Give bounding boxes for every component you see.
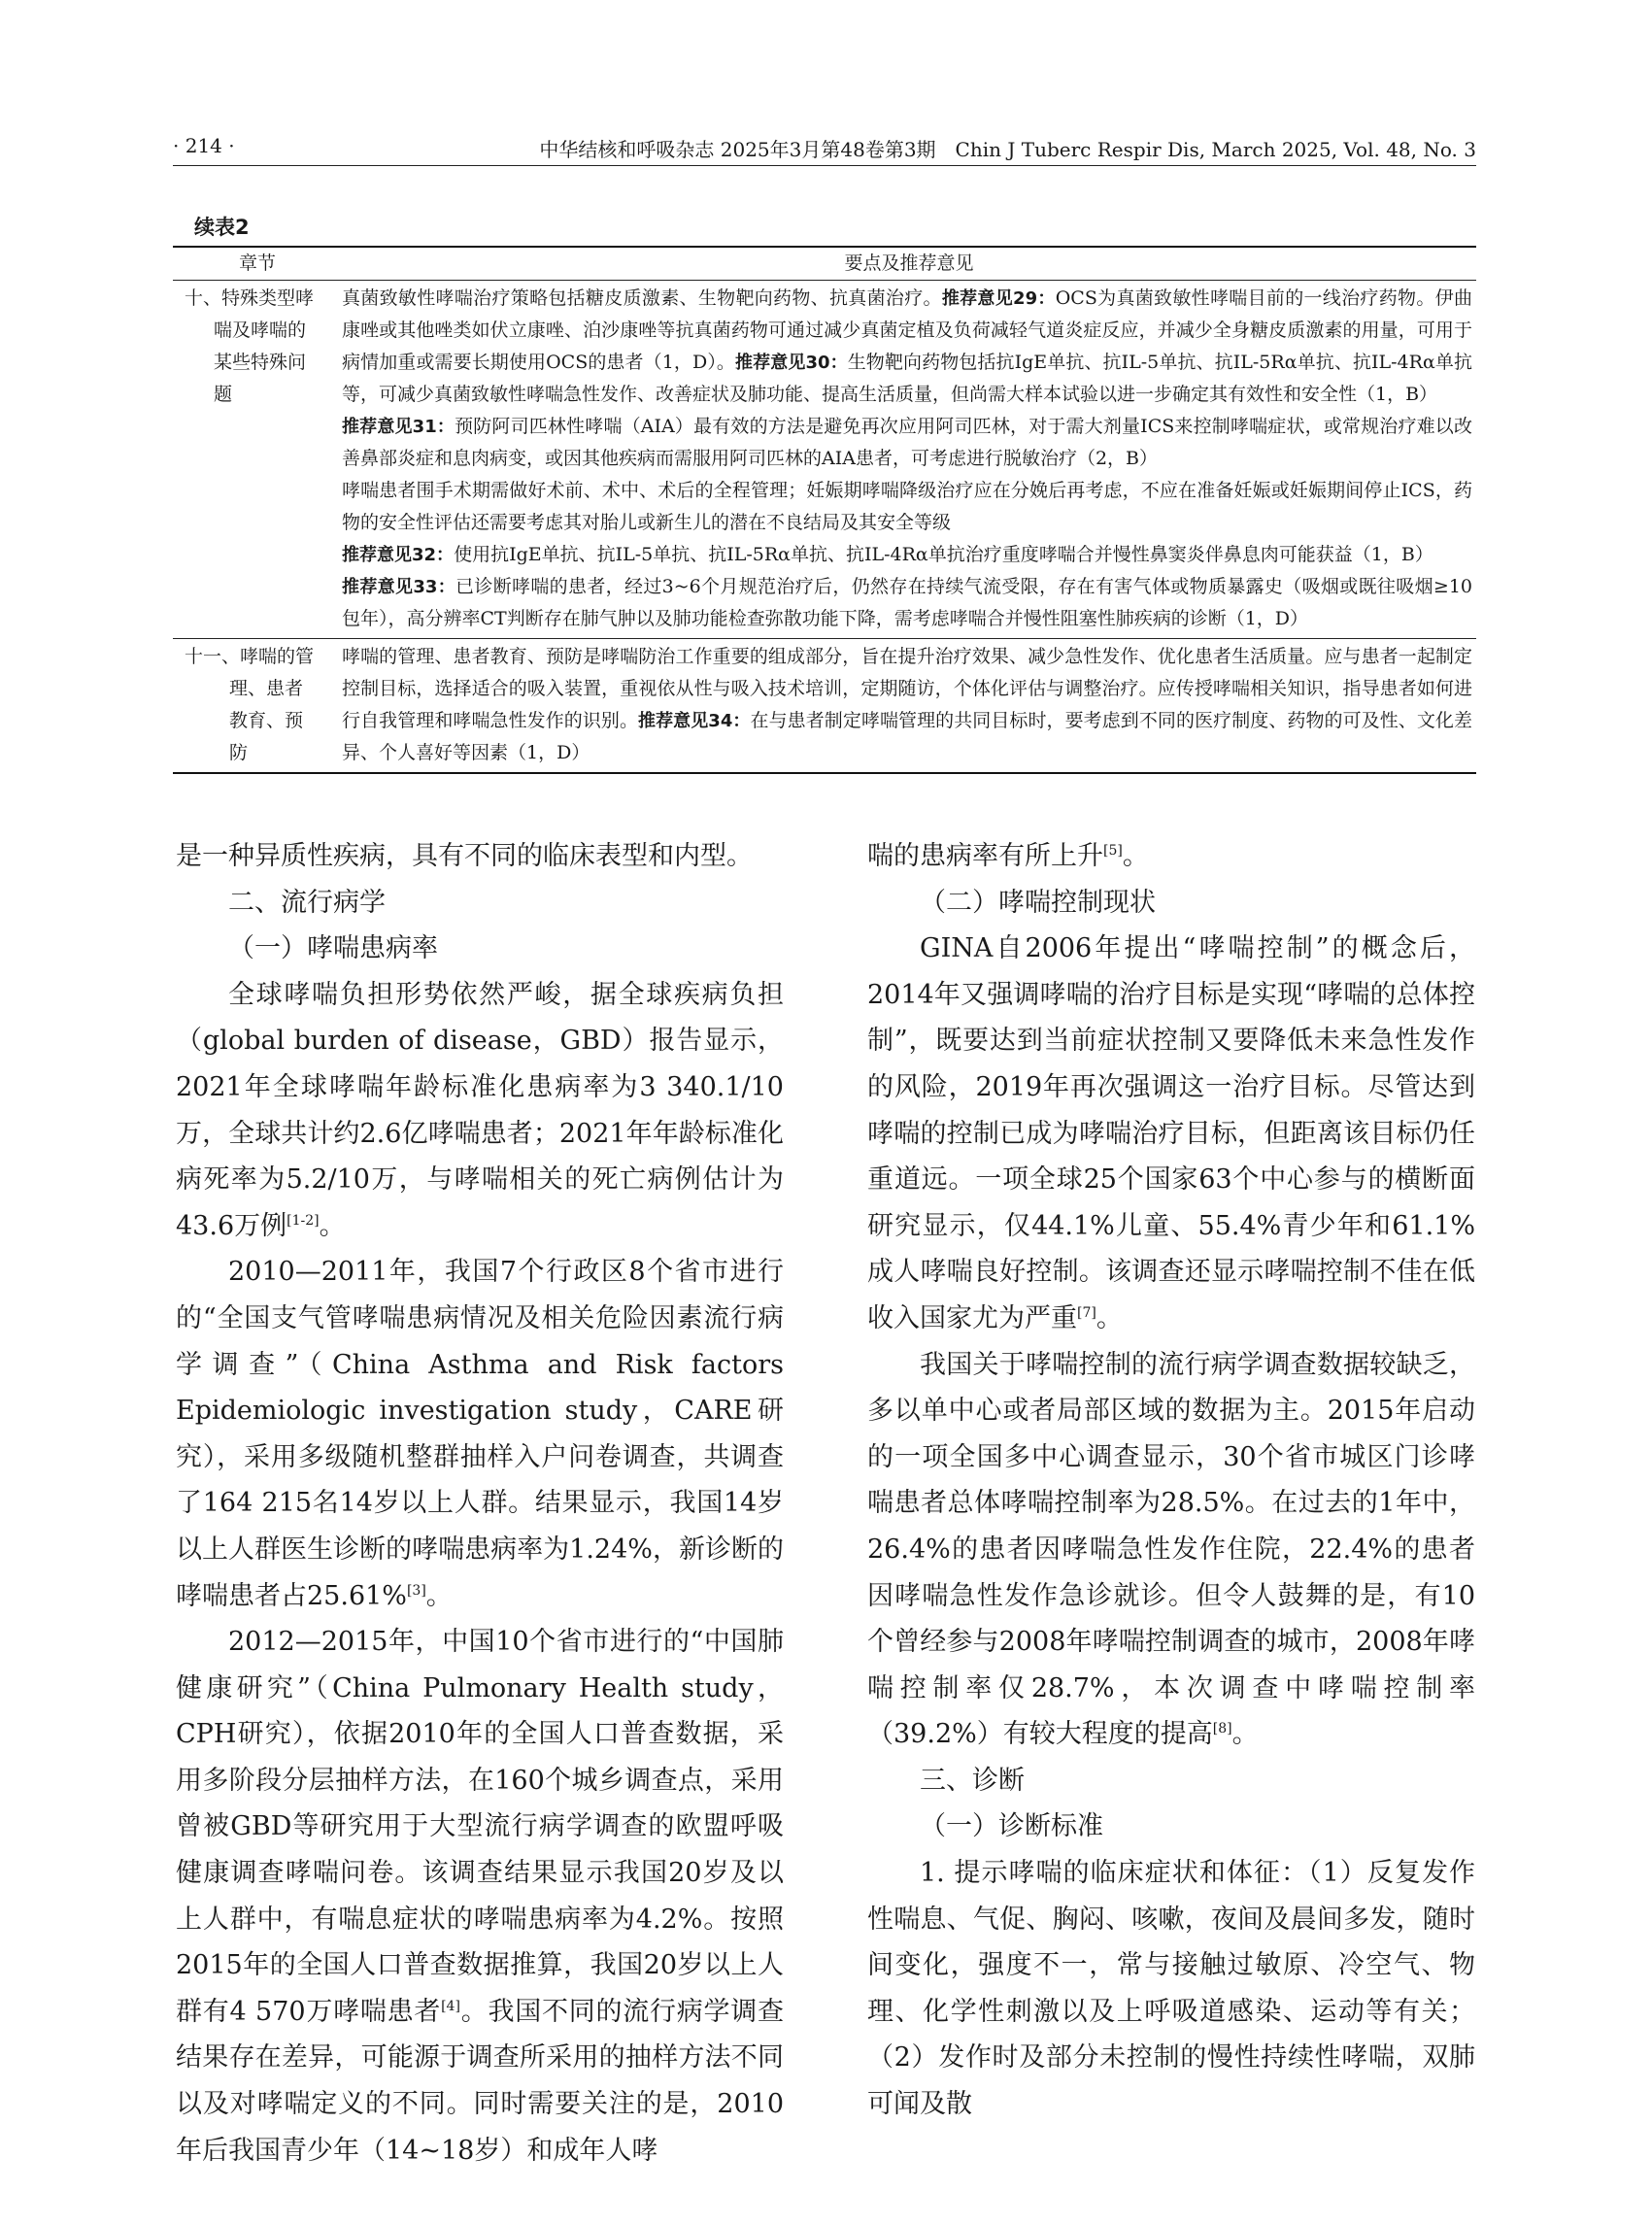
recommendation-cell	[342, 641, 1476, 769]
citation-ref: [7]	[1077, 1304, 1096, 1321]
running-header	[173, 134, 1476, 166]
recommendation-paragraph: 推荐意见31：预防阿司匹林性哮喘（AIA）最有效的方法是避免再次应用阿司匹林，对于需大剂量ICS来控制哮喘症状，或常规治疗难以改善鼻部炎症和息肉病变，或因其他疾病而需服用阿司匹林的AIA患者，可考虑进行脱敏治疗（2，B）	[342, 416, 1472, 469]
section-line: 某些特殊问	[214, 352, 307, 373]
table-header-row	[173, 248, 1476, 281]
section-line: 十、特殊类型哮	[185, 287, 315, 309]
body-paragraph: 我国关于哮喘控制的流行病学调查数据较缺乏，多以单中心或者局部区域的数据为主。2015年启动的一项全国多中心调查显示，30个省市城区门诊哮喘患者总体哮喘控制率为28.5%。在过去的1年中，26.4%的患者因哮喘急性发作住院，22.4%的患者因哮喘急性发作急诊就诊。但令人鼓舞的是，有10个曾经参与2008年哮喘控制调查的城市，2008年哮喘控制率仅28.7%，本次调查中哮喘控制率（39.2%）有较大程度的提高[8]。	[867, 1349, 1475, 1750]
subsection-heading: （二）哮喘控制现状	[920, 887, 1156, 918]
subsection-heading: （一）诊断标准	[920, 1811, 1103, 1842]
citation-ref: [3]	[406, 1582, 426, 1599]
section-cell	[173, 283, 342, 635]
recommendation-paragraph: 推荐意见33：已诊断哮喘的患者，经过3~6个月规范治疗后，仍然存在持续气流受限，存在有害气体或物质暴露史（吸烟或既往吸烟≥10包年），高分辨率CT判断存在肺气肿以及肺功能检查弥散功能下降，需考虑哮喘合并慢性阻塞性肺疾病的诊断（1，D）	[342, 576, 1472, 629]
body-paragraph: 2012—2015年，中国10个省市进行的“中国肺健康研究”（China Pulmonary Health study，CPH研究），依据2010年的全国人口普查数据，采用多阶段分层抽样方法，在160个城乡调查点，采用曾被GBD等研究用于大型流行病学调查的欧盟呼吸健康调查哮喘问卷。该调查结果显示我国20岁及以上人群中，有喘息症状的哮喘患病率为4.2%。按照2015年的全国人口普查数据推算，我国20岁以上人群有4 570万哮喘患者[4]。我国不同的流行病学调查结果存在差异，可能源于调查所采用的抽样方法不同以及对哮喘定义的不同。同时需要关注的是，2010年后我国青少年（14~18岁）和成年人哮	[176, 1627, 784, 2166]
section-line: 题	[214, 384, 233, 405]
page-number: · 214 ·	[173, 134, 235, 157]
section-line: 教育、预	[229, 710, 304, 731]
body-paragraph: 是一种异质性疾病，具有不同的临床表型和内型。	[176, 841, 753, 871]
section-line: 防	[229, 742, 249, 763]
body-paragraph: GINA自2006年提出“哮喘控制”的概念后，2014年又强调哮喘的治疗目标是实现“哮喘的总体控制”，既要达到当前症状控制又要降低未来急性发作的风险，2019年再次强调这一治疗目标。尽管达到哮喘的控制已成为哮喘治疗目标，但距离该目标仍任重道远。一项全球25个国家63个中心参与的横断面研究显示，仅44.1%儿童、55.4%青少年和61.1%成人哮喘良好控制。该调查还显示哮喘控制不佳在低收入国家尤为严重[7]。	[867, 933, 1475, 1333]
recommendation-table	[173, 246, 1476, 774]
body-paragraph: 喘的患病率有所上升[5]。	[867, 841, 1149, 871]
recommendation-paragraph: 推荐意见32：使用抗IgE单抗、抗IL-5单抗、抗IL-5Rα单抗、抗IL-4Rα单抗治疗重度哮喘合并慢性鼻窦炎伴鼻息肉可能获益（1，B）	[342, 544, 1433, 565]
section-line: 喘及哮喘的	[214, 320, 307, 341]
journal-citation: 中华结核和呼吸杂志 2025年3月第48卷第3期 Chin J Tuberc Respir Dis, March 2025, Vol. 48, No. 3	[539, 138, 1476, 161]
body-column-left	[176, 833, 784, 2174]
table-row	[173, 638, 1476, 772]
table-caption: 续表2	[194, 216, 250, 239]
recommendation-label: 推荐意见33：	[342, 577, 456, 597]
section-line: 理、患者	[229, 678, 304, 699]
section-line: 十一、哮喘的管	[185, 646, 315, 667]
column-header-section: 章节	[238, 253, 276, 274]
body-paragraph: 2010—2011年，我国7个行政区8个省市进行的“全国支气管哮喘患病情况及相关危险因素流行病学调查”（China Asthma and Risk factors Epidemiologic investigation study，CARE研究），采用多级随机整群抽样入户问卷调查，共调查了164 215名14岁以上人群。结果显示，我国14岁以上人群医生诊断的哮喘患病率为1.24%，新诊断的哮喘患者占25.61%[3]。	[176, 1257, 784, 1611]
citation-ref: [8]	[1212, 1721, 1232, 1737]
body-paragraph: 全球哮喘负担形势依然严峻，据全球疾病负担（global burden of disease，GBD）报告显示，2021年全球哮喘年龄标准化患病率为3 340.1/10万，全球共计约2.6亿哮喘患者；2021年年龄标准化病死率为5.2/10万，与哮喘相关的死亡病例估计为43.6万例[1-2]。	[176, 979, 784, 1241]
section-heading: 二、流行病学	[228, 887, 386, 918]
recommendation-paragraph: 哮喘的管理、患者教育、预防是哮喘防治工作重要的组成部分，旨在提升治疗效果、减少急性发作、优化患者生活质量。应与患者一起制定控制目标，选择适合的吸入装置，重视依从性与吸入技术培训，定期随访，个体化评估与调整治疗。应传授哮喘相关知识，指导患者如何进行自我管理和哮喘急性发作的识别。推荐意见34：在与患者制定哮喘管理的共同目标时，要考虑到不同的医疗制度、药物的可及性、文化差异、个人喜好等因素（1，D）	[342, 646, 1472, 763]
table-row	[173, 281, 1476, 638]
recommendation-label: 推荐意见31：	[342, 417, 455, 437]
body-paragraph: 1. 提示哮喘的临床症状和体征：（1）反复发作性喘息、气促、胸闷、咳嗽，夜间及晨间多发，随时间变化，强度不一，常与接触过敏原、冷空气、物理、化学性刺激以及上呼吸道感染、运动等有关；（2）发作时及部分未控制的慢性持续性哮喘，双肺可闻及散	[867, 1858, 1475, 2120]
recommendation-label: 推荐意见32：	[342, 545, 455, 565]
subsection-heading: （一）哮喘患病率	[228, 933, 438, 964]
recommendation-label: 推荐意见30：	[735, 353, 848, 373]
section-cell	[173, 641, 342, 769]
column-header-recommendations: 要点及推荐意见	[844, 253, 974, 274]
body-column-right	[867, 833, 1475, 2128]
recommendation-cell	[342, 283, 1476, 635]
recommendation-paragraph: 真菌致敏性哮喘治疗策略包括糖皮质激素、生物靶向药物、抗真菌治疗。推荐意见29：OCS为真菌致敏性哮喘目前的一线治疗药物。伊曲康唑或其他唑类如伏立康唑、泊沙康唑等抗真菌药物可通过减少真菌定植及负荷减轻气道炎症反应，并减少全身糖皮质激素的用量，可用于病情加重或需要长期使用OCS的患者（1，D）。推荐意见30：生物靶向药物包括抗IgE单抗、抗IL-5单抗、抗IL-5Rα单抗、抗IL-4Rα单抗等，可减少真菌致敏性哮喘急性发作、改善症状及肺功能、提高生活质量，但尚需大样本试验以进一步确定其有效性和安全性（1，B）	[342, 287, 1472, 405]
recommendation-paragraph: 哮喘患者围手术期需做好术前、术中、术后的全程管理；妊娠期哮喘降级治疗应在分娩后再考虑，不应在准备妊娠或妊娠期间停止ICS，药物的安全性评估还需要考虑其对胎儿或新生儿的潜在不良结局及其安全等级	[342, 480, 1472, 533]
recommendation-label: 推荐意见34：	[638, 711, 751, 731]
citation-ref: [5]	[1103, 843, 1123, 859]
citation-ref: [4]	[441, 1998, 460, 2014]
recommendation-label: 推荐意见29：	[941, 288, 1056, 309]
section-heading: 三、诊断	[920, 1765, 1025, 1796]
citation-ref: [1-2]	[287, 1212, 320, 1229]
